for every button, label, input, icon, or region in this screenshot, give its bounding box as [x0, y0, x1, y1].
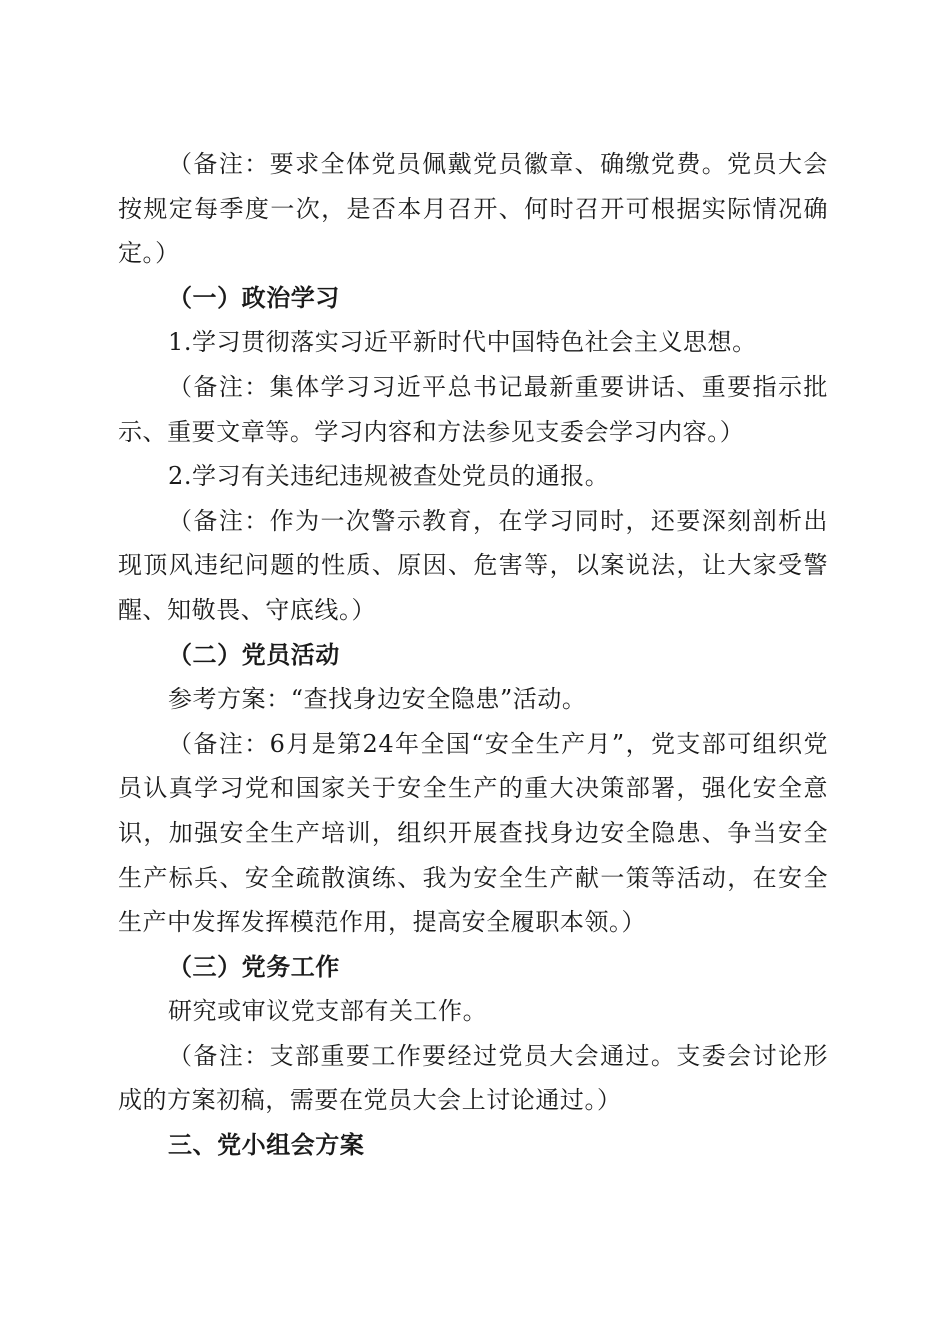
study-item-2: 2.学习有关违纪违规被查处党员的通报。: [168, 462, 610, 491]
section-political-study-title: （一）政治学习: [168, 282, 340, 312]
note-activity: （备注：6月是第24年全国“安全生产月”，党支部可组织党员认真学习党和国家关于安全生产的重大决策部署，强化安全意识，加强安全生产培训，组织开展查找身边安全隐患、争当安全生产标兵、安全疏散演练、我为安全生产献一策等活动，在安全生产中发挥发挥模范作用，提高安全履职本领。）: [118, 729, 828, 937]
study-item-1: 1.学习贯彻落实习近平新时代中国特色社会主义思想。: [168, 328, 757, 357]
section-party-affairs-title: （三）党务工作: [168, 951, 340, 981]
note-study-item-1: （备注：集体学习习近平总书记最新重要讲话、重要指示批示、重要文章等。学习内容和方法参见支委会学习内容。）: [118, 372, 828, 446]
note-party-affairs: （备注：支部重要工作要经过党员大会通过。支委会讨论形成的方案初稿，需要在党员大会上讨论通过。）: [118, 1041, 828, 1115]
party-affairs-item: 研究或审议党支部有关工作。: [168, 997, 488, 1026]
document-page: [118, 142, 828, 1168]
section-3-heading: 三、党小组会方案: [168, 1131, 365, 1160]
activity-reference-plan: 参考方案：“查找身边安全隐患”活动。: [168, 685, 587, 714]
note-party-meeting: （备注：要求全体党员佩戴党员徽章、确缴党费。党员大会按规定每季度一次，是否本月召开、何时召开可根据实际情况确定。）: [118, 150, 828, 268]
section-member-activity-title: （二）党员活动: [168, 639, 340, 669]
note-study-item-2: （备注：作为一次警示教育，在学习同时，还要深刻剖析出现顶风违纪问题的性质、原因、危害等，以案说法，让大家受警醒、知敬畏、守底线。）: [118, 506, 828, 624]
